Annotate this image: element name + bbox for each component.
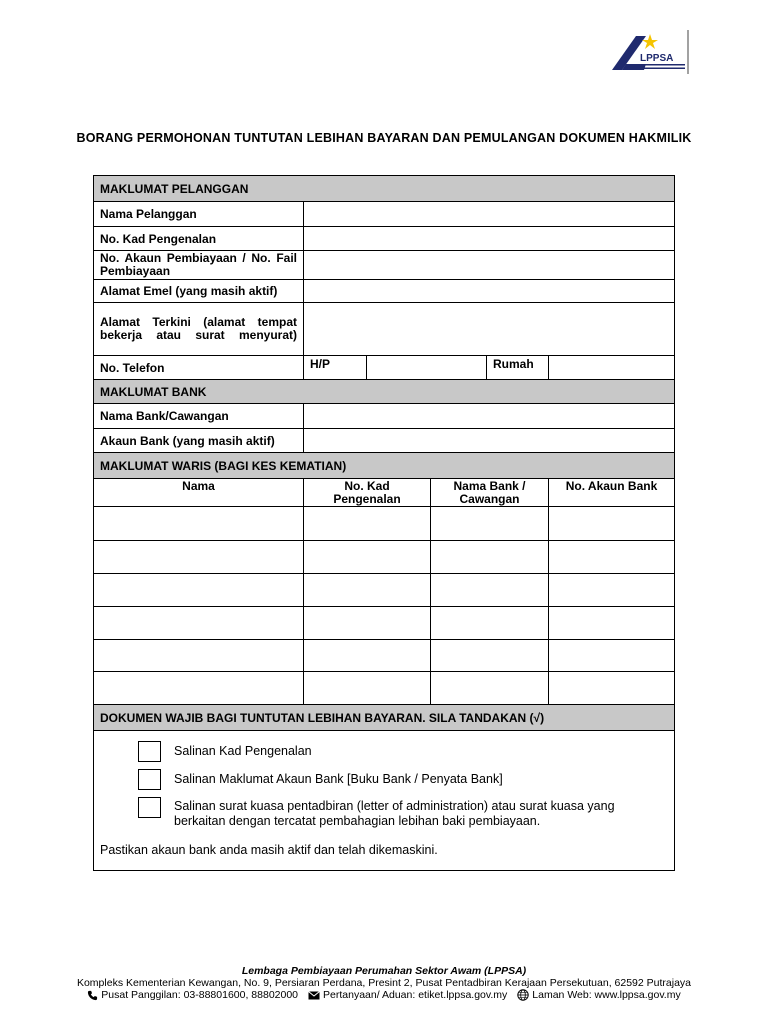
heir-account-cell[interactable] (549, 541, 675, 574)
ic-copy-checkbox[interactable] (138, 741, 161, 762)
heir-account-cell[interactable] (549, 507, 675, 541)
heir-name-cell[interactable] (94, 541, 304, 574)
handphone-field[interactable] (367, 356, 487, 380)
bank-statement-checkbox[interactable] (138, 769, 161, 790)
phone-icon (87, 990, 98, 1001)
heir-row (94, 672, 675, 705)
footer-website[interactable]: Laman Web: www.lppsa.gov.my (532, 989, 681, 1001)
bank-account-note: Pastikan akaun bank anda masih aktif dan telah dikemaskini. (100, 843, 438, 857)
heir-ic-cell[interactable] (304, 507, 431, 541)
heir-row (94, 574, 675, 607)
checklist-item-label: Salinan Kad Pengenalan (174, 744, 312, 758)
bank-name-label: Nama Bank/Cawangan (94, 404, 304, 429)
footer-address: Kompleks Kementerian Kewangan, No. 9, Persiaran Perdana, Presint 2, Pusat Pentadbiran Kerajaan Persekutuan, 62592 Putrajaya (76, 977, 692, 989)
lppsa-logo (606, 30, 690, 74)
footer-phone: Pusat Panggilan: 03-88801600, 88802000 (101, 989, 299, 1001)
footer-org-name: Lembaga Pembiayaan Perumahan Sektor Awam (LPPSA) (241, 965, 527, 977)
claim-form-table (93, 175, 675, 871)
heir-row (94, 640, 675, 672)
section-bank-info: MAKLUMAT BANK (94, 380, 675, 404)
customer-name-label: Nama Pelanggan (94, 202, 304, 227)
checklist-item (94, 797, 674, 833)
heir-name-cell[interactable] (94, 574, 304, 607)
bank-account-label: Akaun Bank (yang masih aktif) (94, 429, 304, 453)
heir-name-cell[interactable] (94, 640, 304, 672)
address-field[interactable] (304, 303, 675, 356)
ic-number-label: No. Kad Pengenalan (94, 227, 304, 251)
checklist-item-label: Salinan surat kuasa pentadbiran (letter of administration) atau surat kuasa yang berkaitan dengan tercatat pembahagian lebihan baki pembiayaan. (174, 799, 615, 828)
heir-ic-cell[interactable] (304, 640, 431, 672)
heir-col-account: No. Akaun Bank (549, 479, 675, 507)
heir-name-cell[interactable] (94, 672, 304, 705)
heir-ic-cell[interactable] (304, 607, 431, 640)
heir-ic-cell[interactable] (304, 541, 431, 574)
heir-account-cell[interactable] (549, 672, 675, 705)
email-field[interactable] (304, 280, 675, 303)
heir-ic-cell[interactable] (304, 672, 431, 705)
customer-name-field[interactable] (304, 202, 675, 227)
phone-label: No. Telefon (94, 356, 304, 380)
heir-col-name: Nama (94, 479, 304, 507)
heir-ic-cell[interactable] (304, 574, 431, 607)
footer-contacts (70, 989, 698, 1001)
financing-account-field[interactable] (304, 251, 675, 280)
email-label: Alamat Emel (yang masih aktif) (94, 280, 304, 303)
address-label: Alamat Terkini (alamat tempat bekerja atau surat menyurat) (100, 315, 297, 342)
house-phone-label: Rumah (487, 356, 549, 380)
documents-checklist (94, 731, 675, 871)
bank-account-field[interactable] (304, 429, 675, 453)
letter-of-administration-checkbox[interactable] (138, 797, 161, 818)
checklist-item (94, 741, 674, 769)
globe-icon (517, 989, 529, 1001)
bank-name-field[interactable] (304, 404, 675, 429)
heir-row (94, 607, 675, 640)
footer-email[interactable]: Pertanyaan/ Aduan: etiket.lppsa.gov.my (323, 989, 508, 1001)
heir-bank-cell[interactable] (431, 541, 549, 574)
heir-bank-cell[interactable] (431, 507, 549, 541)
form-title: BORANG PERMOHONAN TUNTUTAN LEBIHAN BAYARAN DAN PEMULANGAN DOKUMEN HAKMILIK (76, 131, 692, 145)
heir-col-bank: Nama Bank / Cawangan (431, 479, 549, 507)
section-required-documents: DOKUMEN WAJIB BAGI TUNTUTAN LEBIHAN BAYARAN. SILA TANDAKAN (√) (94, 705, 675, 731)
heir-row (94, 541, 675, 574)
heir-name-cell[interactable] (94, 507, 304, 541)
heir-row (94, 507, 675, 541)
envelope-icon (308, 991, 320, 1000)
heir-bank-cell[interactable] (431, 574, 549, 607)
heir-bank-cell[interactable] (431, 672, 549, 705)
financing-account-label: No. Akaun Pembiayaan / No. Fail Pembiayaan (100, 251, 297, 278)
house-phone-field[interactable] (549, 356, 675, 380)
handphone-label: H/P (304, 356, 367, 380)
heir-account-cell[interactable] (549, 640, 675, 672)
svg-text:LPPSA: LPPSA (640, 53, 674, 64)
heir-account-cell[interactable] (549, 574, 675, 607)
heir-account-cell[interactable] (549, 607, 675, 640)
section-heir-info: MAKLUMAT WARIS (BAGI KES KEMATIAN) (94, 453, 675, 479)
heir-bank-cell[interactable] (431, 640, 549, 672)
heir-col-ic: No. Kad Pengenalan (304, 479, 431, 507)
heir-bank-cell[interactable] (431, 607, 549, 640)
checklist-item-label: Salinan Maklumat Akaun Bank [Buku Bank / Penyata Bank] (174, 772, 503, 786)
footer (70, 965, 698, 1001)
section-customer-info: MAKLUMAT PELANGGAN (94, 176, 675, 202)
ic-number-field[interactable] (304, 227, 675, 251)
heir-name-cell[interactable] (94, 607, 304, 640)
checklist-item (94, 769, 674, 797)
